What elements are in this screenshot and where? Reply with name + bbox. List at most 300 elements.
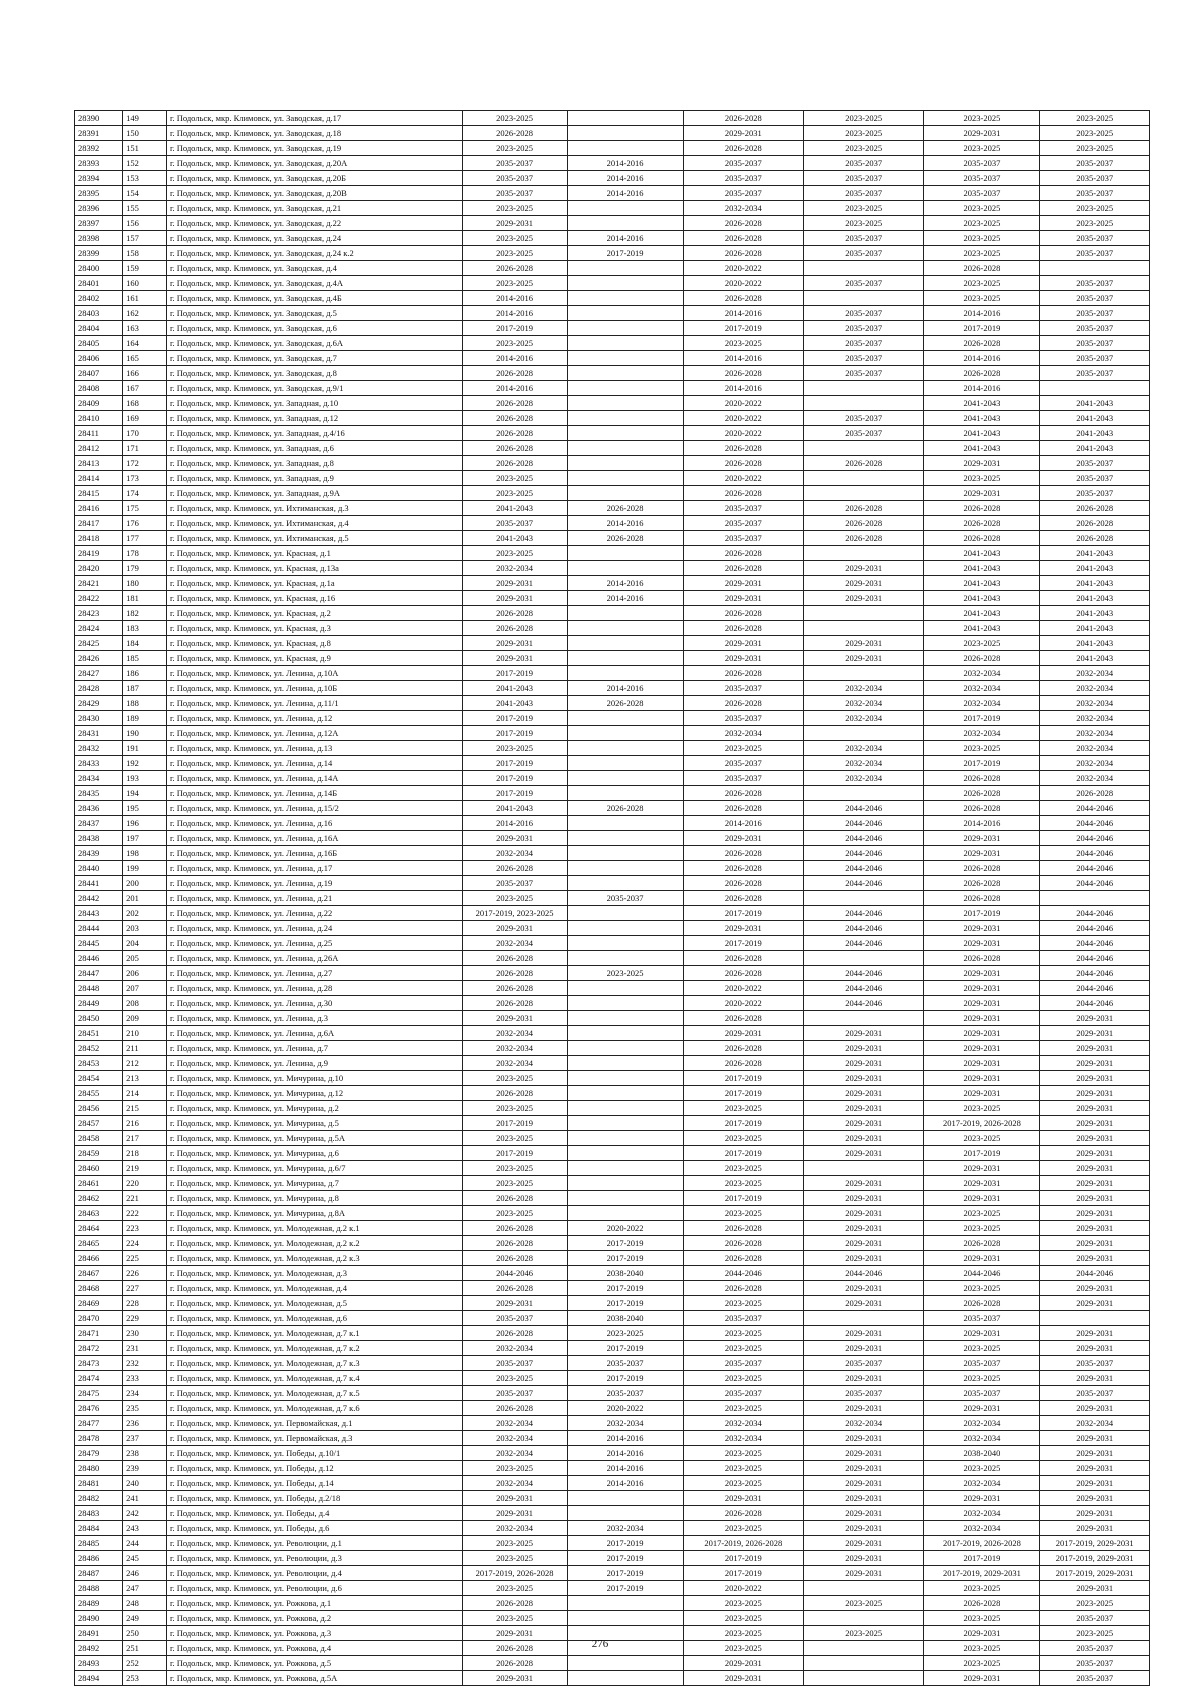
period-3-cell: 2026-2028 <box>683 231 803 246</box>
period-3-cell: 2026-2028 <box>683 666 803 681</box>
period-6-cell: 2032-2034 <box>1040 771 1150 786</box>
period-4-cell: 2023-2025 <box>804 201 924 216</box>
period-2-cell <box>567 1491 683 1506</box>
period-1-cell: 2035-2037 <box>462 171 567 186</box>
table-row <box>75 831 1150 846</box>
period-3-cell: 2020-2022 <box>683 396 803 411</box>
period-1-cell: 2032-2034 <box>462 1521 567 1536</box>
table-row <box>75 111 1150 126</box>
row-id-cell: 28418 <box>75 531 123 546</box>
period-5-cell: 2032-2034 <box>924 1431 1040 1446</box>
period-2-cell <box>567 546 683 561</box>
period-5-cell: 2029-2031 <box>924 1191 1040 1206</box>
address-cell: г. Подольск, мкр. Климовск, ул. Ленина, д.24 <box>166 921 462 936</box>
period-3-cell: 2026-2028 <box>683 246 803 261</box>
row-number-cell: 230 <box>123 1326 167 1341</box>
period-6-cell: 2035-2037 <box>1040 246 1150 261</box>
row-id-cell: 28392 <box>75 141 123 156</box>
period-6-cell <box>1040 381 1150 396</box>
period-5-cell: 2023-2025 <box>924 1131 1040 1146</box>
row-number-cell: 224 <box>123 1236 167 1251</box>
address-cell: г. Подольск, мкр. Климовск, ул. Западная, д.8 <box>166 456 462 471</box>
period-2-cell: 2014-2016 <box>567 231 683 246</box>
period-1-cell: 2032-2034 <box>462 1416 567 1431</box>
period-5-cell: 2026-2028 <box>924 336 1040 351</box>
row-id-cell: 28478 <box>75 1431 123 1446</box>
period-6-cell: 2032-2034 <box>1040 741 1150 756</box>
period-2-cell <box>567 786 683 801</box>
period-5-cell: 2017-2019 <box>924 1551 1040 1566</box>
period-3-cell: 2032-2034 <box>683 1431 803 1446</box>
period-3-cell: 2023-2025 <box>683 1401 803 1416</box>
period-3-cell: 2035-2037 <box>683 186 803 201</box>
period-2-cell <box>567 1161 683 1176</box>
table-row <box>75 591 1150 606</box>
period-5-cell: 2032-2034 <box>924 696 1040 711</box>
period-4-cell <box>804 1311 924 1326</box>
period-5-cell: 2023-2025 <box>924 1371 1040 1386</box>
address-cell: г. Подольск, мкр. Климовск, ул. Заводская, д.20В <box>166 186 462 201</box>
row-number-cell: 158 <box>123 246 167 261</box>
address-cell: г. Подольск, мкр. Климовск, ул. Рожкова, д.3 <box>166 1626 462 1641</box>
row-number-cell: 173 <box>123 471 167 486</box>
table-row <box>75 1371 1150 1386</box>
period-5-cell: 2023-2025 <box>924 1641 1040 1656</box>
row-id-cell: 28467 <box>75 1266 123 1281</box>
row-number-cell: 201 <box>123 891 167 906</box>
address-cell: г. Подольск, мкр. Климовск, ул. Молодежная, д.7 к.4 <box>166 1371 462 1386</box>
period-4-cell: 2029-2031 <box>804 1536 924 1551</box>
address-cell: г. Подольск, мкр. Климовск, ул. Ленина, д.21 <box>166 891 462 906</box>
period-3-cell: 2026-2028 <box>683 1011 803 1026</box>
table-row <box>75 276 1150 291</box>
row-id-cell: 28423 <box>75 606 123 621</box>
period-1-cell: 2029-2031 <box>462 1671 567 1686</box>
period-6-cell: 2044-2046 <box>1040 816 1150 831</box>
row-number-cell: 209 <box>123 1011 167 1026</box>
address-cell: г. Подольск, мкр. Климовск, ул. Заводская, д.4Б <box>166 291 462 306</box>
period-6-cell: 2035-2037 <box>1040 1356 1150 1371</box>
period-5-cell: 2026-2028 <box>924 861 1040 876</box>
period-5-cell: 2014-2016 <box>924 306 1040 321</box>
table-row <box>75 861 1150 876</box>
period-5-cell: 2029-2031 <box>924 1161 1040 1176</box>
period-6-cell: 2029-2031 <box>1040 1401 1150 1416</box>
row-id-cell: 28466 <box>75 1251 123 1266</box>
period-4-cell: 2032-2034 <box>804 711 924 726</box>
row-number-cell: 196 <box>123 816 167 831</box>
period-1-cell: 2029-2031 <box>462 1626 567 1641</box>
row-number-cell: 244 <box>123 1536 167 1551</box>
address-cell: г. Подольск, мкр. Климовск, ул. Заводская, д.24 к.2 <box>166 246 462 261</box>
row-id-cell: 28406 <box>75 351 123 366</box>
table-row <box>75 126 1150 141</box>
row-number-cell: 151 <box>123 141 167 156</box>
period-6-cell: 2029-2031 <box>1040 1056 1150 1071</box>
period-6-cell: 2029-2031 <box>1040 1431 1150 1446</box>
address-cell: г. Подольск, мкр. Климовск, ул. Рожкова, д.4 <box>166 1641 462 1656</box>
period-2-cell <box>567 861 683 876</box>
period-2-cell <box>567 831 683 846</box>
period-4-cell: 2029-2031 <box>804 1506 924 1521</box>
row-id-cell: 28402 <box>75 291 123 306</box>
period-5-cell: 2032-2034 <box>924 681 1040 696</box>
row-number-cell: 208 <box>123 996 167 1011</box>
row-number-cell: 251 <box>123 1641 167 1656</box>
row-id-cell: 28419 <box>75 546 123 561</box>
period-5-cell: 2029-2031 <box>924 981 1040 996</box>
address-cell: г. Подольск, мкр. Климовск, ул. Мичурина, д.8А <box>166 1206 462 1221</box>
period-4-cell: 2035-2037 <box>804 366 924 381</box>
period-6-cell: 2029-2031 <box>1040 1521 1150 1536</box>
period-4-cell <box>804 951 924 966</box>
period-6-cell: 2029-2031 <box>1040 1491 1150 1506</box>
table-row <box>75 1116 1150 1131</box>
period-1-cell: 2017-2019, 2023-2025 <box>462 906 567 921</box>
period-2-cell <box>567 261 683 276</box>
row-id-cell: 28464 <box>75 1221 123 1236</box>
period-1-cell: 2026-2028 <box>462 1086 567 1101</box>
period-6-cell: 2035-2037 <box>1040 1641 1150 1656</box>
period-6-cell: 2035-2037 <box>1040 1386 1150 1401</box>
period-3-cell: 2035-2037 <box>683 1356 803 1371</box>
period-6-cell <box>1040 261 1150 276</box>
period-6-cell: 2029-2031 <box>1040 1446 1150 1461</box>
address-cell: г. Подольск, мкр. Климовск, ул. Заводская, д.7 <box>166 351 462 366</box>
table-row <box>75 1551 1150 1566</box>
period-4-cell <box>804 786 924 801</box>
period-3-cell: 2023-2025 <box>683 1326 803 1341</box>
period-1-cell: 2026-2028 <box>462 456 567 471</box>
period-3-cell: 2026-2028 <box>683 111 803 126</box>
period-2-cell <box>567 1116 683 1131</box>
period-3-cell: 2014-2016 <box>683 351 803 366</box>
table-row <box>75 1671 1150 1686</box>
period-3-cell: 2029-2031 <box>683 921 803 936</box>
period-1-cell: 2026-2028 <box>462 1251 567 1266</box>
period-5-cell: 2023-2025 <box>924 1341 1040 1356</box>
row-id-cell: 28456 <box>75 1101 123 1116</box>
row-id-cell: 28424 <box>75 621 123 636</box>
row-id-cell: 28444 <box>75 921 123 936</box>
table-row <box>75 336 1150 351</box>
table-row <box>75 546 1150 561</box>
period-4-cell: 2035-2037 <box>804 426 924 441</box>
period-3-cell: 2017-2019 <box>683 1071 803 1086</box>
table-row <box>75 381 1150 396</box>
address-cell: г. Подольск, мкр. Климовск, ул. Ленина, д.6А <box>166 1026 462 1041</box>
table-row <box>75 891 1150 906</box>
row-id-cell: 28434 <box>75 771 123 786</box>
period-4-cell: 2029-2031 <box>804 561 924 576</box>
period-2-cell <box>567 306 683 321</box>
row-id-cell: 28407 <box>75 366 123 381</box>
address-cell: г. Подольск, мкр. Климовск, ул. Ленина, д.17 <box>166 861 462 876</box>
period-4-cell: 2029-2031 <box>804 1371 924 1386</box>
period-1-cell: 2023-2025 <box>462 1611 567 1626</box>
period-1-cell: 2023-2025 <box>462 486 567 501</box>
address-cell: г. Подольск, мкр. Климовск, ул. Рожкова, д.5 <box>166 1656 462 1671</box>
period-4-cell: 2023-2025 <box>804 216 924 231</box>
period-3-cell: 2017-2019 <box>683 321 803 336</box>
address-cell: г. Подольск, мкр. Климовск, ул. Молодежная, д.6 <box>166 1311 462 1326</box>
period-2-cell: 2038-2040 <box>567 1311 683 1326</box>
period-5-cell: 2014-2016 <box>924 816 1040 831</box>
address-cell: г. Подольск, мкр. Климовск, ул. Заводская, д.18 <box>166 126 462 141</box>
row-number-cell: 189 <box>123 711 167 726</box>
row-id-cell: 28489 <box>75 1596 123 1611</box>
period-3-cell: 2020-2022 <box>683 1581 803 1596</box>
period-2-cell: 2023-2025 <box>567 1326 683 1341</box>
period-3-cell: 2017-2019 <box>683 1116 803 1131</box>
row-number-cell: 215 <box>123 1101 167 1116</box>
period-4-cell <box>804 891 924 906</box>
table-row <box>75 771 1150 786</box>
row-id-cell: 28391 <box>75 126 123 141</box>
row-id-cell: 28476 <box>75 1401 123 1416</box>
period-1-cell: 2026-2028 <box>462 606 567 621</box>
period-5-cell: 2017-2019 <box>924 1146 1040 1161</box>
row-id-cell: 28438 <box>75 831 123 846</box>
period-5-cell: 2023-2025 <box>924 636 1040 651</box>
period-1-cell: 2026-2028 <box>462 1236 567 1251</box>
period-6-cell: 2035-2037 <box>1040 351 1150 366</box>
period-1-cell: 2017-2019 <box>462 786 567 801</box>
period-5-cell: 2017-2019 <box>924 756 1040 771</box>
period-4-cell <box>804 606 924 621</box>
period-2-cell: 2014-2016 <box>567 1446 683 1461</box>
period-6-cell: 2041-2043 <box>1040 396 1150 411</box>
table-row <box>75 1446 1150 1461</box>
table-row <box>75 561 1150 576</box>
period-2-cell <box>567 1086 683 1101</box>
period-4-cell: 2035-2037 <box>804 1356 924 1371</box>
row-id-cell: 28399 <box>75 246 123 261</box>
period-1-cell: 2032-2034 <box>462 561 567 576</box>
period-2-cell: 2014-2016 <box>567 186 683 201</box>
address-cell: г. Подольск, мкр. Климовск, ул. Мичурина, д.12 <box>166 1086 462 1101</box>
row-number-cell: 183 <box>123 621 167 636</box>
address-cell: г. Подольск, мкр. Климовск, ул. Победы, д.10/1 <box>166 1446 462 1461</box>
period-1-cell: 2032-2034 <box>462 1431 567 1446</box>
period-2-cell: 2017-2019 <box>567 1341 683 1356</box>
period-1-cell: 2023-2025 <box>462 741 567 756</box>
period-6-cell: 2029-2031 <box>1040 1161 1150 1176</box>
period-6-cell: 2044-2046 <box>1040 966 1150 981</box>
row-number-cell: 199 <box>123 861 167 876</box>
period-4-cell: 2029-2031 <box>804 1041 924 1056</box>
row-id-cell: 28422 <box>75 591 123 606</box>
address-cell: г. Подольск, мкр. Климовск, ул. Заводская, д.8 <box>166 366 462 381</box>
row-number-cell: 212 <box>123 1056 167 1071</box>
period-4-cell: 2044-2046 <box>804 996 924 1011</box>
period-4-cell <box>804 291 924 306</box>
period-3-cell: 2020-2022 <box>683 981 803 996</box>
period-2-cell <box>567 201 683 216</box>
period-5-cell: 2023-2025 <box>924 246 1040 261</box>
period-1-cell: 2029-2031 <box>462 636 567 651</box>
row-id-cell: 28481 <box>75 1476 123 1491</box>
period-4-cell <box>804 471 924 486</box>
period-4-cell: 2035-2037 <box>804 411 924 426</box>
period-3-cell: 2020-2022 <box>683 276 803 291</box>
row-number-cell: 233 <box>123 1371 167 1386</box>
table-row <box>75 171 1150 186</box>
period-6-cell: 2029-2031 <box>1040 1041 1150 1056</box>
table-row <box>75 156 1150 171</box>
row-number-cell: 182 <box>123 606 167 621</box>
period-6-cell: 2029-2031 <box>1040 1506 1150 1521</box>
period-2-cell <box>567 981 683 996</box>
period-2-cell <box>567 141 683 156</box>
period-4-cell: 2032-2034 <box>804 1416 924 1431</box>
address-cell: г. Подольск, мкр. Климовск, ул. Ленина, д.14 <box>166 756 462 771</box>
row-number-cell: 154 <box>123 186 167 201</box>
row-number-cell: 216 <box>123 1116 167 1131</box>
period-6-cell: 2041-2043 <box>1040 441 1150 456</box>
address-cell: г. Подольск, мкр. Климовск, ул. Заводская, д.4А <box>166 276 462 291</box>
table-row <box>75 396 1150 411</box>
period-5-cell: 2029-2031 <box>924 1326 1040 1341</box>
period-6-cell: 2032-2034 <box>1040 711 1150 726</box>
table-row <box>75 636 1150 651</box>
row-id-cell: 28441 <box>75 876 123 891</box>
period-5-cell: 2029-2031 <box>924 1056 1040 1071</box>
period-2-cell: 2014-2016 <box>567 1476 683 1491</box>
period-6-cell: 2044-2046 <box>1040 981 1150 996</box>
period-6-cell: 2023-2025 <box>1040 216 1150 231</box>
period-3-cell: 2017-2019 <box>683 1146 803 1161</box>
row-id-cell: 28471 <box>75 1326 123 1341</box>
address-cell: г. Подольск, мкр. Климовск, ул. Мичурина, д.10 <box>166 1071 462 1086</box>
period-1-cell: 2032-2034 <box>462 1341 567 1356</box>
row-id-cell: 28463 <box>75 1206 123 1221</box>
table-row <box>75 1176 1150 1191</box>
row-id-cell: 28483 <box>75 1506 123 1521</box>
address-cell: г. Подольск, мкр. Климовск, ул. Ленина, д.12А <box>166 726 462 741</box>
row-id-cell: 28451 <box>75 1026 123 1041</box>
period-5-cell: 2029-2031 <box>924 1251 1040 1266</box>
period-3-cell: 2023-2025 <box>683 1461 803 1476</box>
period-4-cell <box>804 1656 924 1671</box>
period-5-cell: 2029-2031 <box>924 1026 1040 1041</box>
period-1-cell: 2017-2019 <box>462 666 567 681</box>
period-2-cell <box>567 846 683 861</box>
row-id-cell: 28474 <box>75 1371 123 1386</box>
period-6-cell: 2029-2031 <box>1040 1131 1150 1146</box>
period-5-cell: 2035-2037 <box>924 156 1040 171</box>
row-id-cell: 28473 <box>75 1356 123 1371</box>
period-1-cell: 2035-2037 <box>462 876 567 891</box>
period-1-cell: 2026-2028 <box>462 426 567 441</box>
period-2-cell <box>567 561 683 576</box>
period-5-cell: 2029-2031 <box>924 966 1040 981</box>
period-1-cell: 2023-2025 <box>462 201 567 216</box>
period-1-cell: 2017-2019 <box>462 711 567 726</box>
row-number-cell: 156 <box>123 216 167 231</box>
period-6-cell: 2041-2043 <box>1040 561 1150 576</box>
table-row <box>75 1461 1150 1476</box>
period-4-cell: 2026-2028 <box>804 501 924 516</box>
address-cell: г. Подольск, мкр. Климовск, ул. Западная, д.9 <box>166 471 462 486</box>
period-3-cell: 2026-2028 <box>683 366 803 381</box>
period-4-cell: 2023-2025 <box>804 141 924 156</box>
period-1-cell: 2023-2025 <box>462 141 567 156</box>
period-1-cell: 2023-2025 <box>462 231 567 246</box>
period-4-cell: 2029-2031 <box>804 1206 924 1221</box>
row-number-cell: 249 <box>123 1611 167 1626</box>
period-2-cell <box>567 1506 683 1521</box>
period-6-cell: 2029-2031 <box>1040 1191 1150 1206</box>
period-6-cell: 2035-2037 <box>1040 336 1150 351</box>
period-5-cell: 2032-2034 <box>924 1416 1040 1431</box>
period-3-cell: 2029-2031 <box>683 591 803 606</box>
period-4-cell: 2029-2031 <box>804 1521 924 1536</box>
period-1-cell: 2026-2028 <box>462 126 567 141</box>
period-4-cell: 2029-2031 <box>804 591 924 606</box>
row-id-cell: 28442 <box>75 891 123 906</box>
period-4-cell: 2029-2031 <box>804 1326 924 1341</box>
page-number: 276 <box>591 1638 609 1650</box>
period-1-cell: 2014-2016 <box>462 816 567 831</box>
period-2-cell <box>567 921 683 936</box>
row-id-cell: 28479 <box>75 1446 123 1461</box>
address-cell: г. Подольск, мкр. Климовск, ул. Рожкова, д.1 <box>166 1596 462 1611</box>
period-5-cell: 2035-2037 <box>924 171 1040 186</box>
period-1-cell: 2017-2019 <box>462 726 567 741</box>
period-4-cell <box>804 381 924 396</box>
period-1-cell: 2026-2028 <box>462 1656 567 1671</box>
period-6-cell: 2035-2037 <box>1040 306 1150 321</box>
row-number-cell: 195 <box>123 801 167 816</box>
period-4-cell <box>804 666 924 681</box>
row-id-cell: 28428 <box>75 681 123 696</box>
row-number-cell: 193 <box>123 771 167 786</box>
period-1-cell: 2023-2025 <box>462 1536 567 1551</box>
address-cell: г. Подольск, мкр. Климовск, ул. Ленина, д.13 <box>166 741 462 756</box>
period-4-cell <box>804 441 924 456</box>
period-2-cell: 2014-2016 <box>567 1431 683 1446</box>
row-id-cell: 28457 <box>75 1116 123 1131</box>
period-2-cell <box>567 816 683 831</box>
period-5-cell: 2017-2019, 2029-2031 <box>924 1566 1040 1581</box>
period-3-cell: 2020-2022 <box>683 426 803 441</box>
period-6-cell: 2023-2025 <box>1040 111 1150 126</box>
period-5-cell: 2026-2028 <box>924 531 1040 546</box>
period-2-cell <box>567 291 683 306</box>
period-1-cell: 2029-2031 <box>462 1491 567 1506</box>
period-3-cell: 2023-2025 <box>683 1596 803 1611</box>
address-cell: г. Подольск, мкр. Климовск, ул. Заводская, д.20Б <box>166 171 462 186</box>
period-6-cell: 2023-2025 <box>1040 201 1150 216</box>
period-6-cell: 2032-2034 <box>1040 756 1150 771</box>
period-5-cell: 2029-2031 <box>924 1176 1040 1191</box>
address-cell: г. Подольск, мкр. Климовск, ул. Молодежная, д.2 к.3 <box>166 1251 462 1266</box>
row-id-cell: 28403 <box>75 306 123 321</box>
period-2-cell <box>567 996 683 1011</box>
period-2-cell: 2017-2019 <box>567 1371 683 1386</box>
period-6-cell: 2044-2046 <box>1040 936 1150 951</box>
period-6-cell: 2029-2031 <box>1040 1071 1150 1086</box>
address-cell: г. Подольск, мкр. Климовск, ул. Революции, д.4 <box>166 1566 462 1581</box>
row-number-cell: 241 <box>123 1491 167 1506</box>
row-id-cell: 28445 <box>75 936 123 951</box>
period-1-cell: 2029-2031 <box>462 921 567 936</box>
row-id-cell: 28453 <box>75 1056 123 1071</box>
address-cell: г. Подольск, мкр. Климовск, ул. Заводская, д.22 <box>166 216 462 231</box>
period-2-cell: 2014-2016 <box>567 156 683 171</box>
row-number-cell: 253 <box>123 1671 167 1686</box>
